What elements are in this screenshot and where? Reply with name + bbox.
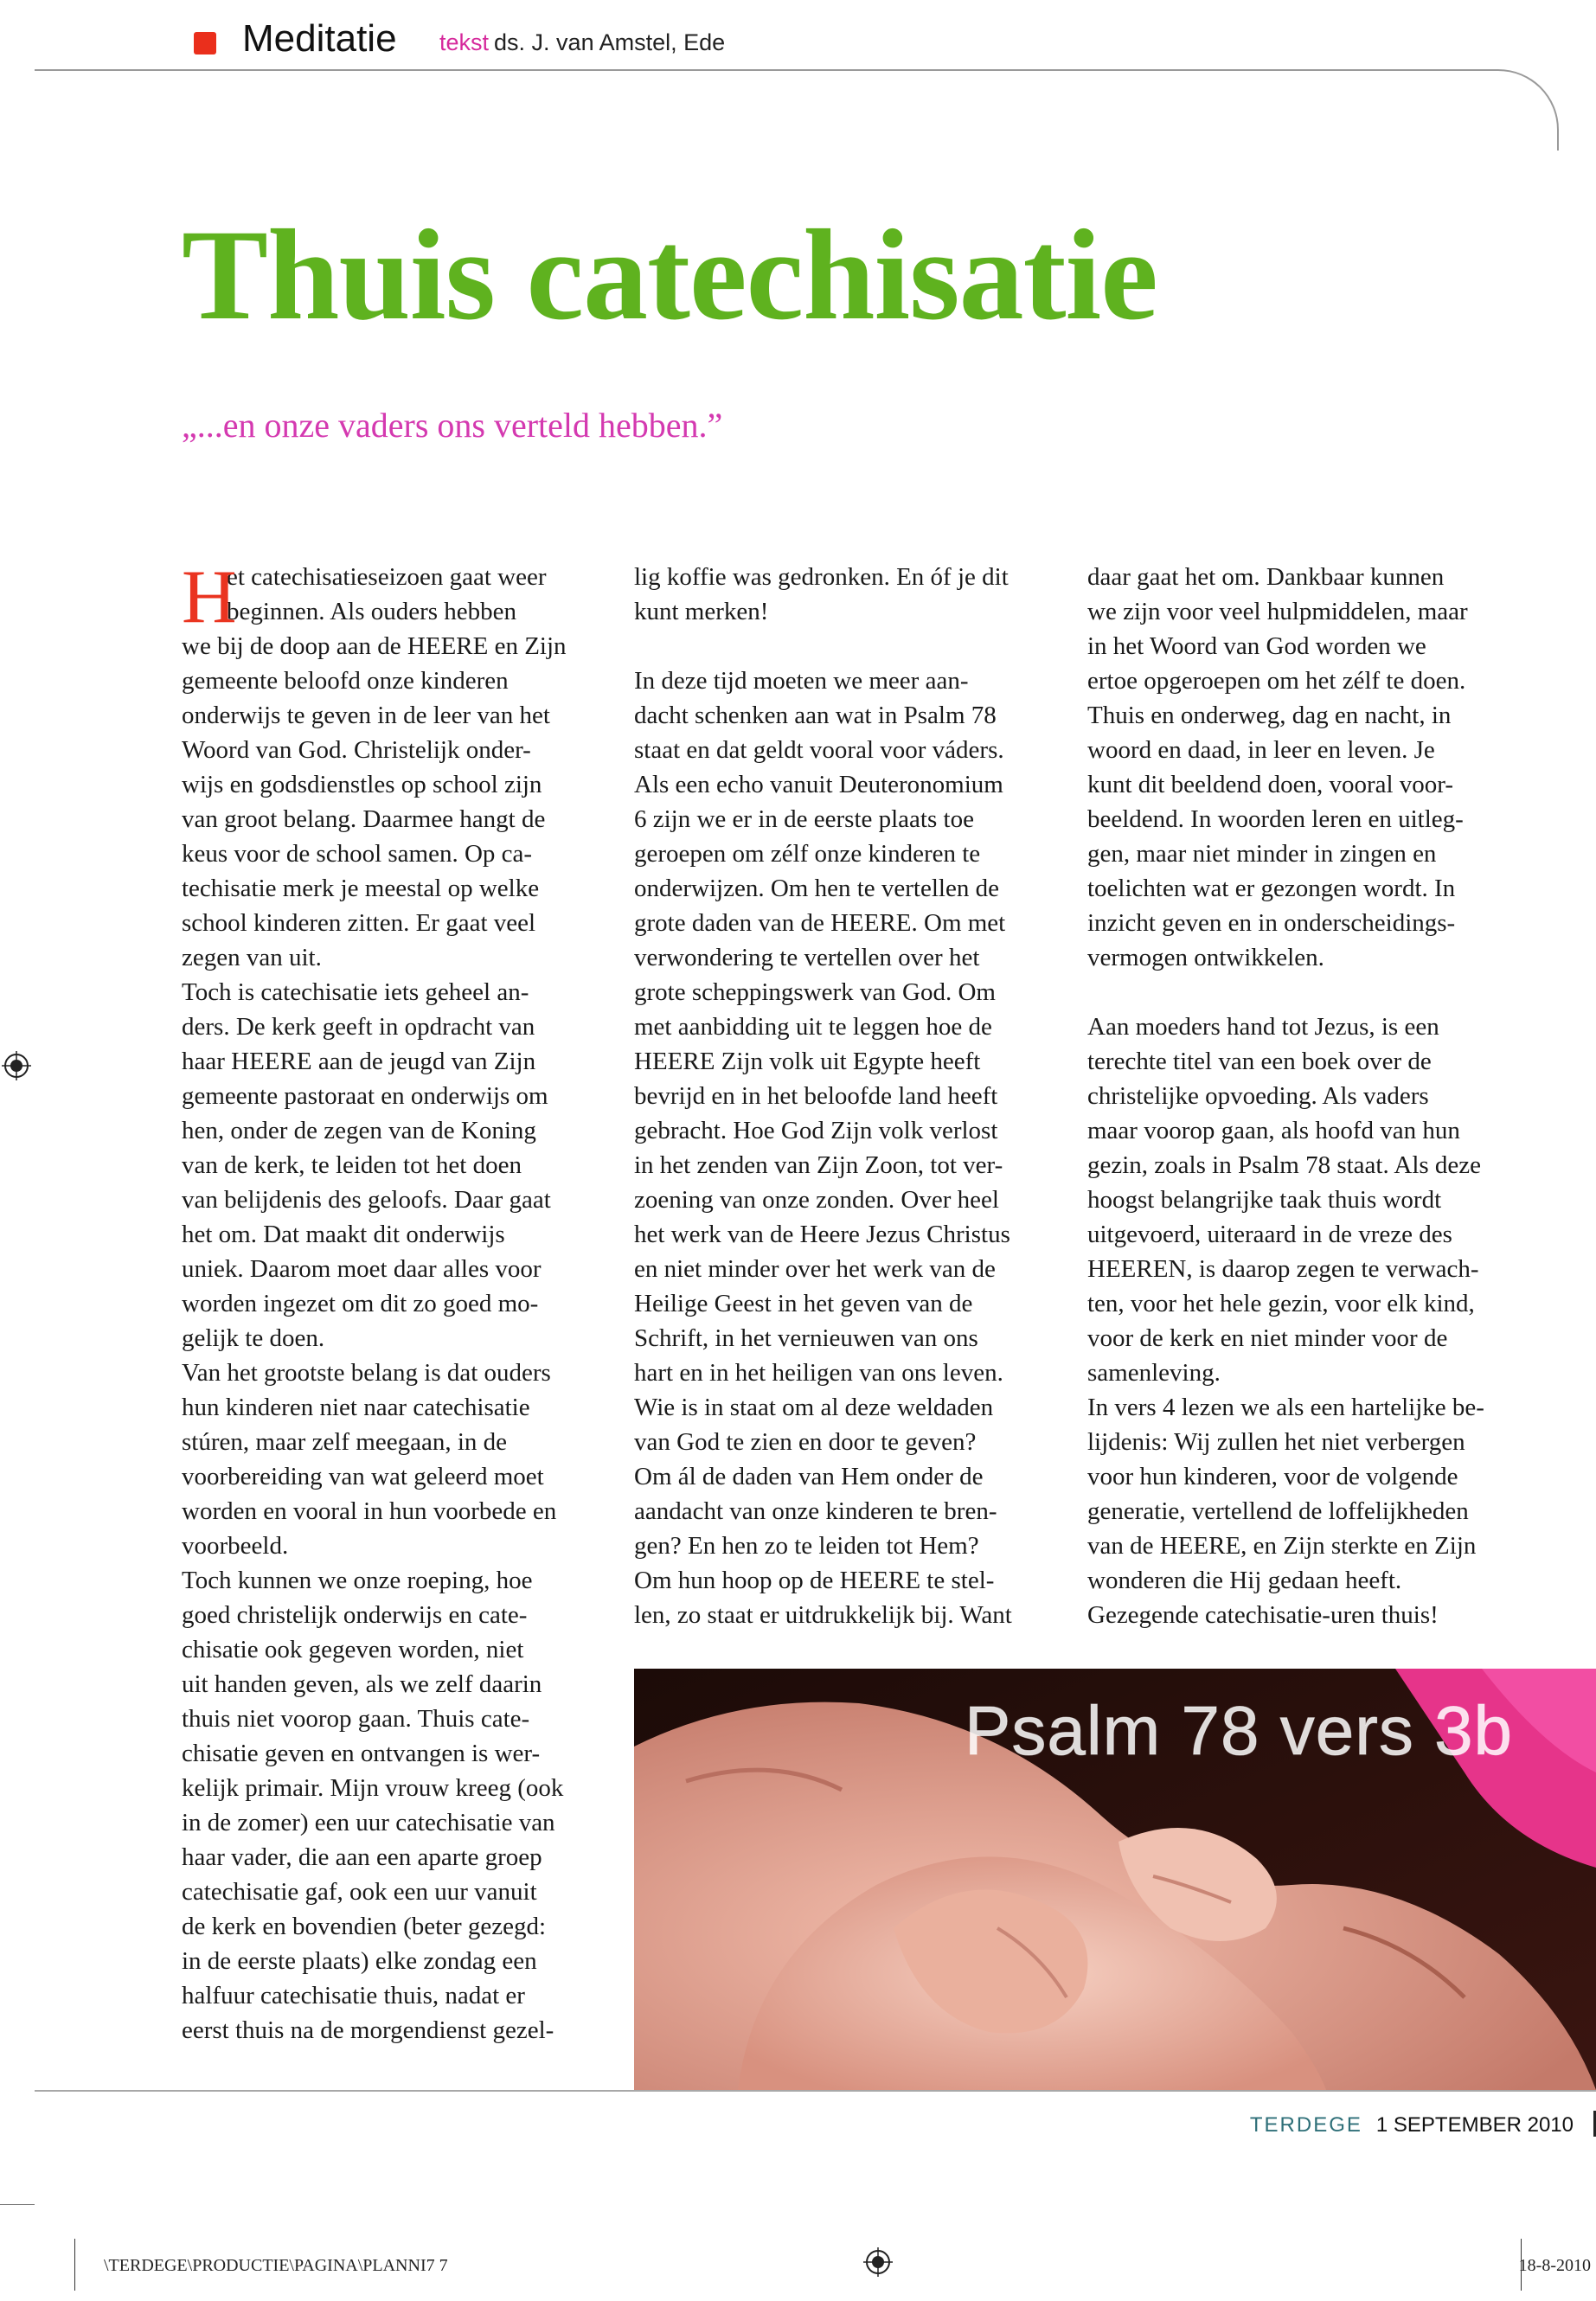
text-line: et catechisatieseizoen gaat weer (227, 563, 547, 591)
text-line: goed christelijk onderwijs en cate- (182, 1601, 528, 1629)
text-line: zoening van onze zonden. Over heel (634, 1186, 999, 1214)
text-line: Om ál de daden van Hem onder de (634, 1463, 984, 1490)
text-line: gebracht. Hoe God Zijn volk verlost (634, 1117, 998, 1144)
text-line: ten, voor het hele gezin, voor elk kind, (1087, 1290, 1475, 1317)
section-label: Meditatie (242, 17, 397, 60)
text-line: gemeente pastoraat en onderwijs om (182, 1082, 548, 1110)
text-line: onderwijzen. Om hen te vertellen de (634, 875, 999, 902)
text-line: grote scheppingswerk van God. Om (634, 978, 996, 1006)
crop-mark (74, 2239, 75, 2291)
text-line: Schrift, in het vernieuwen van ons (634, 1324, 978, 1352)
text-line: staat en dat geldt vooral voor váders. (634, 736, 1004, 764)
credit-author: ds. J. van Amstel, Ede (494, 29, 726, 55)
text-line: hun kinderen niet naar catechisatie (182, 1394, 530, 1421)
text-line: terechte titel van een boek over de (1087, 1048, 1432, 1075)
text-line: wonderen die Hij gedaan heeft. (1087, 1567, 1402, 1594)
text-line: Thuis en onderweg, dag en nacht, in (1087, 702, 1452, 729)
text-line: van belijdenis des geloofs. Daar gaat (182, 1186, 551, 1214)
text-line: hoogst belangrijke taak thuis wordt (1087, 1186, 1442, 1214)
text-line: catechisatie gaf, ook een uur vanuit (182, 1878, 537, 1906)
author-credit (439, 29, 725, 56)
text-line: van de HEERE, en Zijn sterkte en Zijn (1087, 1532, 1477, 1560)
text-line: van groot belang. Daarmee hangt de (182, 805, 546, 833)
registration-mark-icon (863, 2247, 893, 2277)
text-line: bevrijd en in het beloofde land heeft (634, 1082, 998, 1110)
text-line: onderwijs te geven in de leer van het (182, 702, 550, 729)
registration-mark-icon (2, 1051, 31, 1080)
text-line: Aan moeders hand tot Jezus, is een (1087, 1013, 1439, 1041)
text-line: Van het grootste belang is dat ouders (182, 1359, 551, 1387)
text-line: In deze tijd moeten we meer aan- (634, 667, 969, 695)
text-line: vermogen ontwikkelen. (1087, 944, 1324, 971)
text-line: Om hun hoop op de HEERE te stel- (634, 1567, 995, 1594)
text-line: hen, onder de zegen van de Koning (182, 1117, 536, 1144)
text-line: Toch kunnen we onze roeping, hoe (182, 1567, 533, 1594)
text-line: beginnen. Als ouders hebben (227, 598, 517, 625)
text-line: en niet minder over het werk van de (634, 1255, 996, 1283)
text-line: woord en daad, in leer en leven. Je (1087, 736, 1435, 764)
page-footer (1250, 2113, 1574, 2138)
text-column-2 (634, 560, 1058, 1632)
text-line: aandacht van onze kinderen te bren- (634, 1497, 997, 1525)
text-line: het werk van de Heere Jezus Christus (634, 1221, 1010, 1248)
text-line: voorbeeld. (182, 1532, 289, 1560)
paragraph-gap (1087, 975, 1537, 1009)
text-line: gelijk te doen. (182, 1324, 325, 1352)
drop-cap: H (182, 555, 237, 639)
text-line: ertoe opgeroepen om het zélf te doen. (1087, 667, 1466, 695)
text-line: we bij de doop aan de HEERE en Zijn (182, 632, 567, 660)
text-line: kelijk primair. Mijn vrouw kreeg (ook (182, 1774, 564, 1802)
text-line: Gezegende catechisatie-uren thuis! (1087, 1601, 1439, 1629)
text-line: Woord van God. Christelijk onder- (182, 736, 531, 764)
photo-caption: Psalm 78 vers 3b (965, 1692, 1514, 1769)
text-line: in het Woord van God worden we (1087, 632, 1426, 660)
text-line: haar HEERE aan de jeugd van Zijn (182, 1048, 536, 1075)
issue-date: 1 SEPTEMBER 2010 (1375, 2113, 1574, 2137)
paragraph-gap (634, 629, 1058, 663)
text-line: kunt dit beeldend doen, vooral voor- (1087, 771, 1454, 798)
text-line: haar vader, die aan een aparte groep (182, 1843, 542, 1871)
section-marker-icon (194, 32, 216, 54)
article-subtitle: „...en onze vaders ons verteld hebben.” (182, 406, 723, 445)
text-line: Wie is in staat om al deze weldaden (634, 1394, 994, 1421)
text-line: stúren, maar zelf meegaan, in de (182, 1428, 508, 1456)
text-line: halfuur catechisatie thuis, nadat er (182, 1982, 525, 2009)
text-line: techisatie merk je meestal op welke (182, 875, 540, 902)
text-line: gemeente beloofd onze kinderen (182, 667, 509, 695)
text-line: Als een echo vanuit Deuteronomium (634, 771, 1003, 798)
text-line: Heilige Geest in het geven van de (634, 1290, 973, 1317)
text-line: samenleving. (1087, 1359, 1221, 1387)
text-line: van God te zien en door te geven? (634, 1428, 977, 1456)
text-line: chisatie ook gegeven worden, niet (182, 1636, 524, 1663)
text-line: voor hun kinderen, voor de volgende (1087, 1463, 1458, 1490)
text-line: christelijke opvoeding. Als vaders (1087, 1082, 1429, 1110)
text-line: in de zomer) een uur catechisatie van (182, 1809, 555, 1836)
text-line: len, zo staat er uitdrukkelijk bij. Want (634, 1601, 1012, 1629)
text-line: chisatie geven en ontvangen is wer- (182, 1740, 541, 1767)
text-line: met aanbidding uit te leggen hoe de (634, 1013, 992, 1041)
text-line: gezin, zoals in Psalm 78 staat. Als deze (1087, 1151, 1482, 1179)
print-path: \TERDEGE\PRODUCTIE\PAGINA\PLANNI7 7 (104, 2256, 448, 2275)
text-line: dacht schenken aan wat in Psalm 78 (634, 702, 997, 729)
text-line: lig koffie was gedronken. En óf je dit (634, 563, 1009, 591)
text-line: gen, maar niet minder in zingen en (1087, 840, 1437, 868)
text-line: keus voor de school samen. Op ca- (182, 840, 533, 868)
text-line: beeldend. In woorden leren en uitleg- (1087, 805, 1464, 833)
footer-rule (35, 2090, 1596, 2092)
text-line: generatie, vertellend de loffelijkheden (1087, 1497, 1469, 1525)
text-line: geroepen om zélf onze kinderen te (634, 840, 981, 868)
text-line: zegen van uit. (182, 944, 322, 971)
text-line: maar voorop gaan, als hoofd van hun (1087, 1117, 1460, 1144)
text-line: worden ingezet om dit zo goed mo- (182, 1290, 539, 1317)
text-line: van de kerk, te leiden tot het doen (182, 1151, 522, 1179)
credit-label: tekst (439, 29, 490, 55)
print-date: 18-8-2010 (1518, 2256, 1591, 2275)
text-line: inzicht geven en in onderscheidings- (1087, 909, 1456, 937)
text-line: uit handen geven, als we zelf daarin (182, 1670, 542, 1698)
text-line: worden en vooral in hun voorbede en (182, 1497, 557, 1525)
header-rule (35, 69, 1559, 151)
text-line: Toch is catechisatie iets geheel an- (182, 978, 529, 1006)
text-line: 6 zijn we er in de eerste plaats toe (634, 805, 974, 833)
text-line: toelichten wat er gezongen wordt. In (1087, 875, 1456, 902)
text-line: eerst thuis na de morgendienst gezel- (182, 2016, 554, 2044)
text-line: voor de kerk en niet minder voor de (1087, 1324, 1448, 1352)
text-line: HEEREN, is daarop zegen te verwach- (1087, 1255, 1479, 1283)
text-line: ders. De kerk geeft in opdracht van (182, 1013, 535, 1041)
magazine-name: TERDEGE (1249, 2113, 1362, 2137)
text-line: hart en in het heiligen van ons leven. (634, 1359, 1003, 1387)
text-line: we zijn voor veel hulpmiddelen, maar (1087, 598, 1468, 625)
text-line: kunt merken! (634, 598, 769, 625)
text-line: gen? En hen zo te leiden tot Hem? (634, 1532, 979, 1560)
text-line: verwondering te vertellen over het (634, 944, 980, 971)
text-line: in de eerste plaats) elke zondag een (182, 1947, 537, 1975)
text-line: wijs en godsdienstles op school zijn (182, 771, 542, 798)
text-line: In vers 4 lezen we als een hartelijke be- (1087, 1394, 1484, 1421)
text-line: uniek. Daarom moet daar alles voor (182, 1255, 542, 1283)
text-column-1 (182, 555, 606, 2048)
text-line: het om. Dat maakt dit onderwijs (182, 1221, 505, 1248)
article-title: Thuis catechisatie (182, 203, 1157, 347)
crop-rule (0, 2204, 35, 2205)
text-line: thuis niet voorop gaan. Thuis cate- (182, 1705, 530, 1733)
text-line: lijdenis: Wij zullen het niet verbergen (1087, 1428, 1465, 1456)
text-line: HEERE Zijn volk uit Egypte heeft (634, 1048, 981, 1075)
text-line: de kerk en bovendien (beter gezegd: (182, 1913, 547, 1940)
text-line: daar gaat het om. Dankbaar kunnen (1087, 563, 1445, 591)
text-line: in het zenden van Zijn Zoon, tot ver- (634, 1151, 1003, 1179)
text-line: uitgevoerd, uiteraard in de vreze des (1087, 1221, 1452, 1248)
text-line: voorbereiding van wat geleerd moet (182, 1463, 544, 1490)
text-line: school kinderen zitten. Er gaat veel (182, 909, 536, 937)
text-line: grote daden van de HEERE. Om met (634, 909, 1006, 937)
text-column-3 (1087, 560, 1537, 1632)
